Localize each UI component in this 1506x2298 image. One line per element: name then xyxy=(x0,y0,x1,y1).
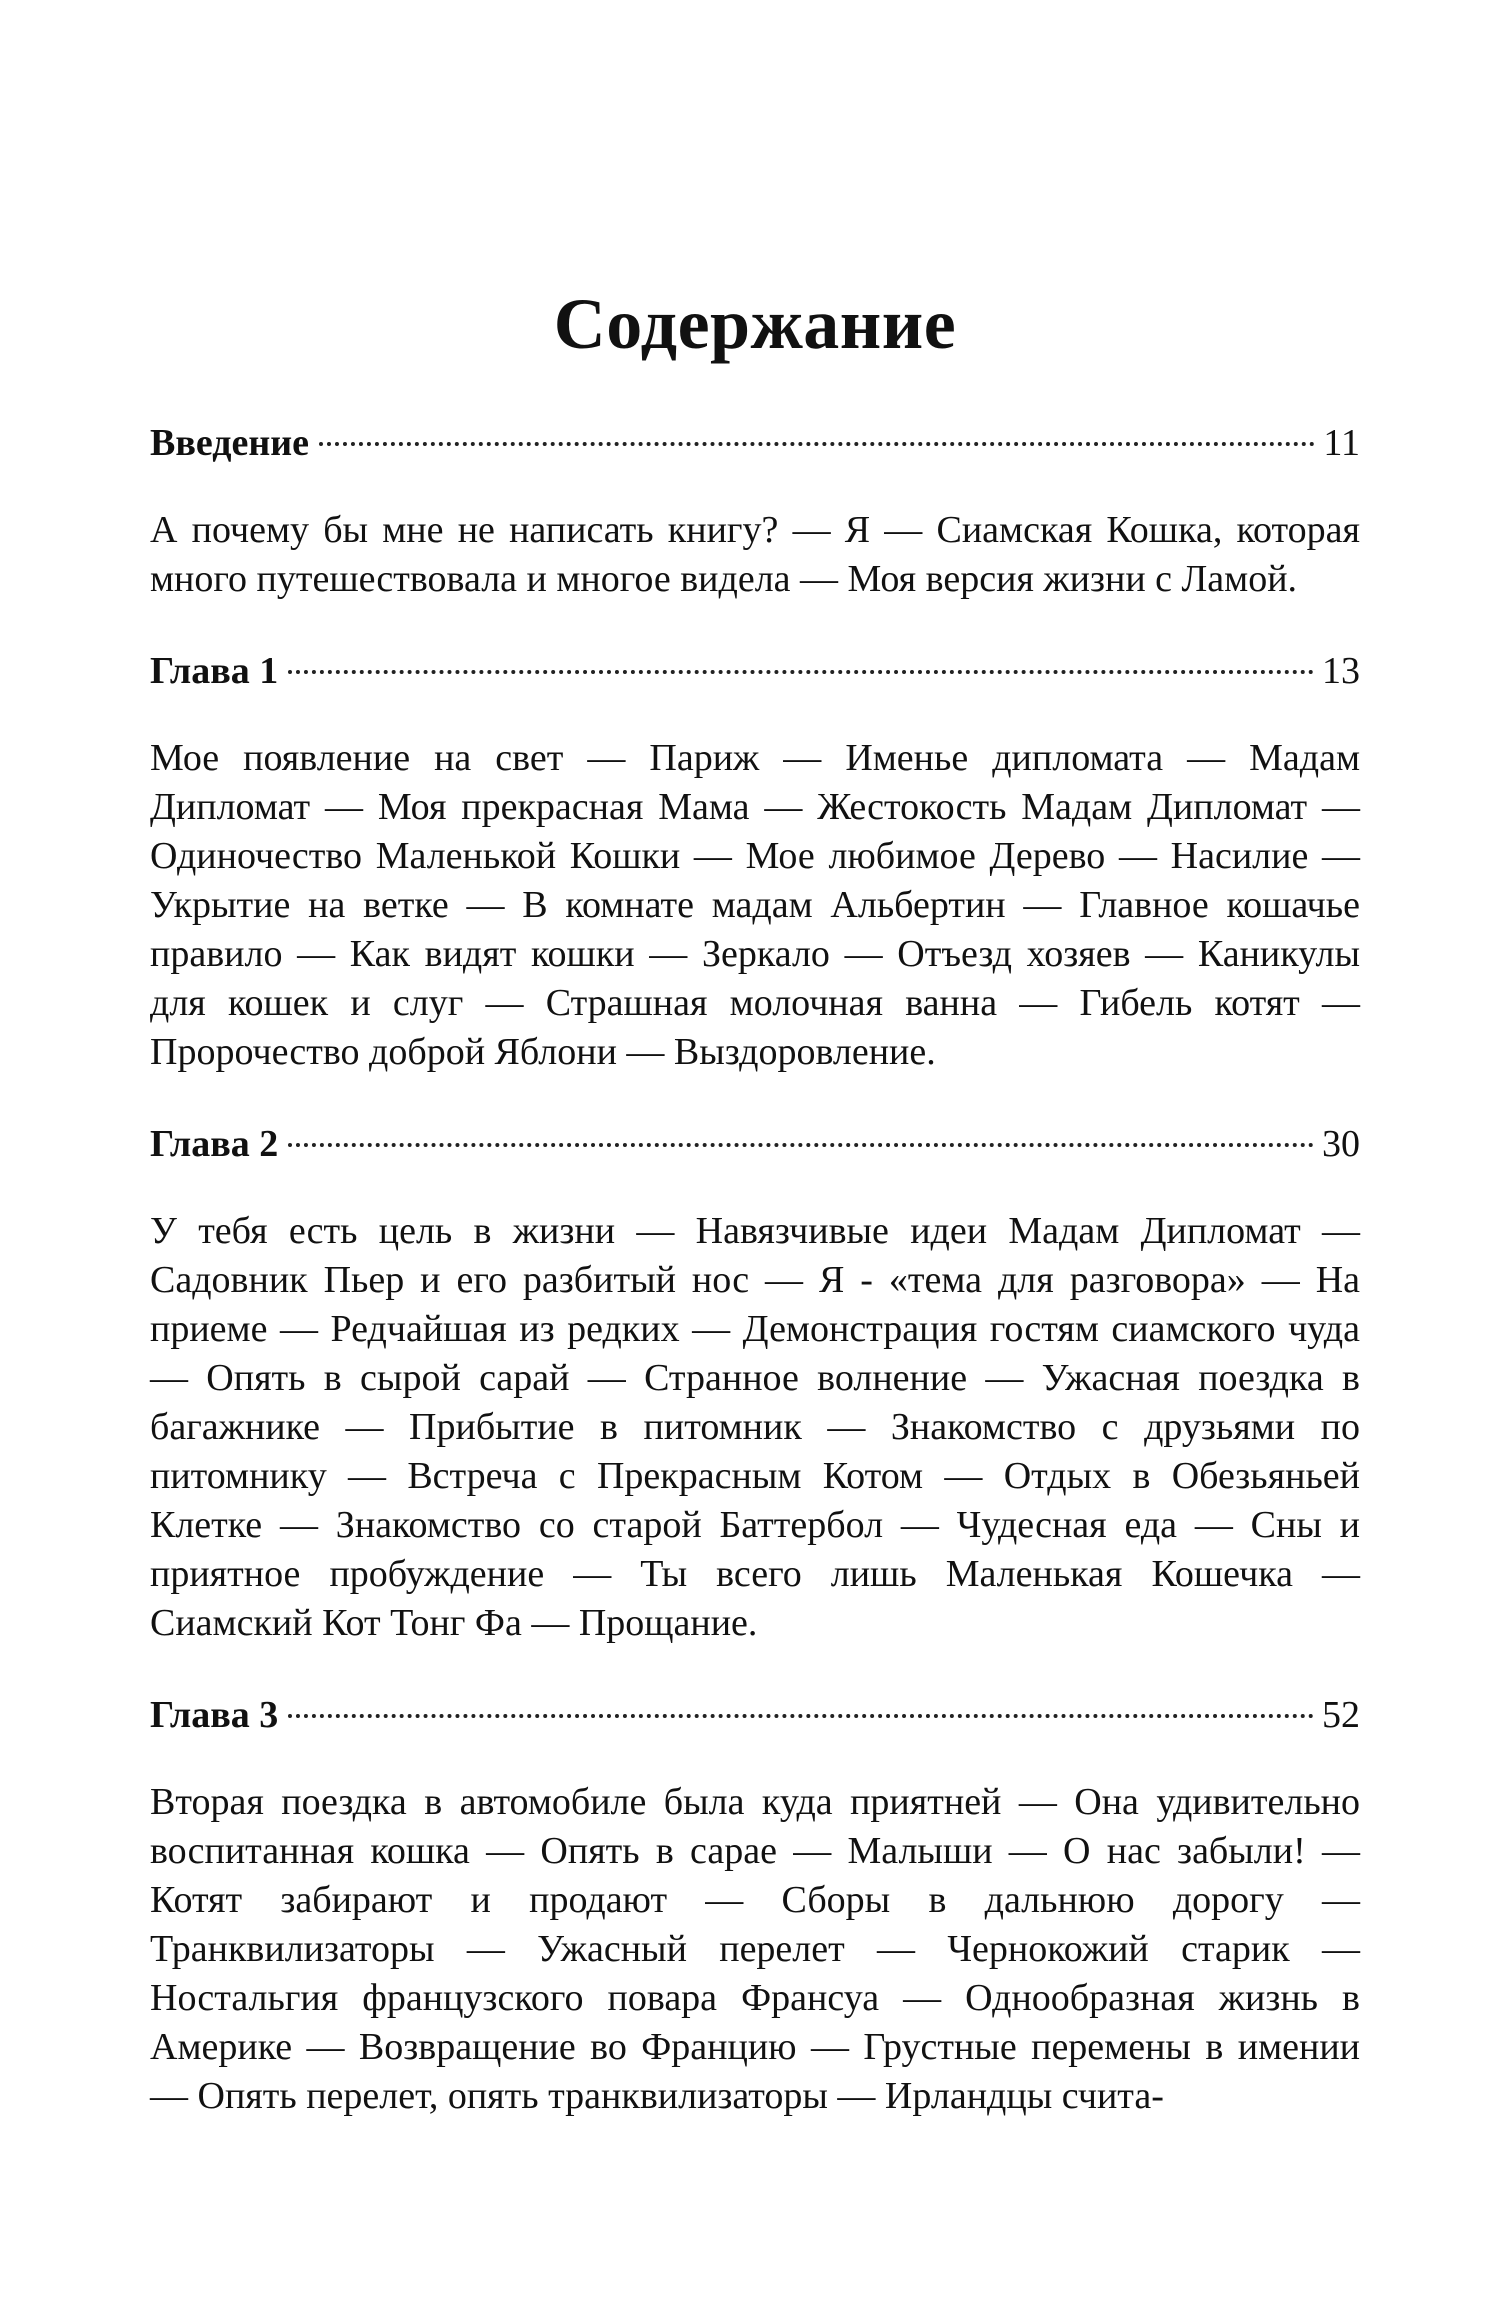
toc-entry-introduction xyxy=(150,418,1360,604)
table-of-contents xyxy=(150,418,1360,2163)
toc-entry-heading xyxy=(150,1690,1360,1740)
toc-entry-description: Мое появление на свет — Париж — Именье дипломата — Мадам Дипломат — Моя прекрасная Мама — Жестокость Мадам Дипломат — Одиночество Маленькой Кошки — Мое любимое Дерево — Насилие — Укрытие на ветке — В комнате мадам Альбертин — Главное кошачье правило — Как видят кошки — Зеркало — Отъезд хозяев — Каникулы для кошек и слуг — Страшная молочная ванна — Гибель котят — Пророчество доброй Яблони — Выздоровление. xyxy=(150,737,1360,1073)
toc-entry-page-number: 13 xyxy=(1322,650,1360,692)
toc-entry-chapter-3 xyxy=(150,1690,1360,2121)
toc-entry-label: Глава 2 xyxy=(150,1123,279,1165)
toc-entry-page-number: 30 xyxy=(1322,1123,1360,1165)
toc-entry-page-number: 11 xyxy=(1323,422,1360,464)
toc-entry-description: А почему бы мне не написать книгу? — Я — Сиамская Кошка, которая много путешествовала и многое видела — Моя версия жизни с Ламой. xyxy=(150,509,1360,600)
book-page xyxy=(150,0,1360,2298)
toc-entry-page-number: 52 xyxy=(1322,1694,1360,1736)
toc-entry-label: Глава 1 xyxy=(150,650,279,692)
page-title: Содержание xyxy=(553,284,957,364)
dot-leader xyxy=(288,670,1314,674)
dot-leader xyxy=(319,442,1315,446)
toc-entry-chapter-1 xyxy=(150,646,1360,1077)
toc-entry-description: У тебя есть цель в жизни — Навязчивые идеи Мадам Дипломат — Садовник Пьер и его разбитый нос — Я - «тема для разговора» — На приеме — Редчайшая из редких — Демонстрация гостям сиамского чуда — Опять в сырой сарай — Странное волнение — Ужасная поездка в багажнике — Прибытие в питомник — Знакомство с друзьями по питомнику — Встреча с Прекрасным Котом — Отдых в Обезьяньей Клетке — Знакомство со старой Баттербол — Чудесная еда — Сны и приятное пробуждение — Ты всего лишь Маленькая Кошечка — Сиамский Кот Тонг Фа — Прощание. xyxy=(150,1210,1360,1644)
toc-entry-description: Вторая поездка в автомобиле была куда приятней — Она удивительно воспитанная кошка — Опять в сарае — Малыши — О нас забыли! — Котят забирают и продают — Сборы в дальнюю дорогу — Транквилизаторы — Ужасный перелет — Чернокожий старик — Ностальгия французского повара Франсуа — Однообразная жизнь в Америке — Возвращение во Францию — Грустные перемены в имении — Опять перелет, опять транквилизаторы — Ирландцы счита- xyxy=(150,1781,1360,2117)
toc-entry-chapter-2 xyxy=(150,1119,1360,1648)
toc-entry-label: Глава 3 xyxy=(150,1694,279,1736)
toc-entry-heading xyxy=(150,646,1360,696)
dot-leader xyxy=(288,1714,1314,1718)
toc-entry-heading xyxy=(150,1119,1360,1169)
dot-leader xyxy=(288,1143,1314,1147)
toc-entry-heading xyxy=(150,418,1360,468)
toc-entry-label: Введение xyxy=(150,422,309,464)
